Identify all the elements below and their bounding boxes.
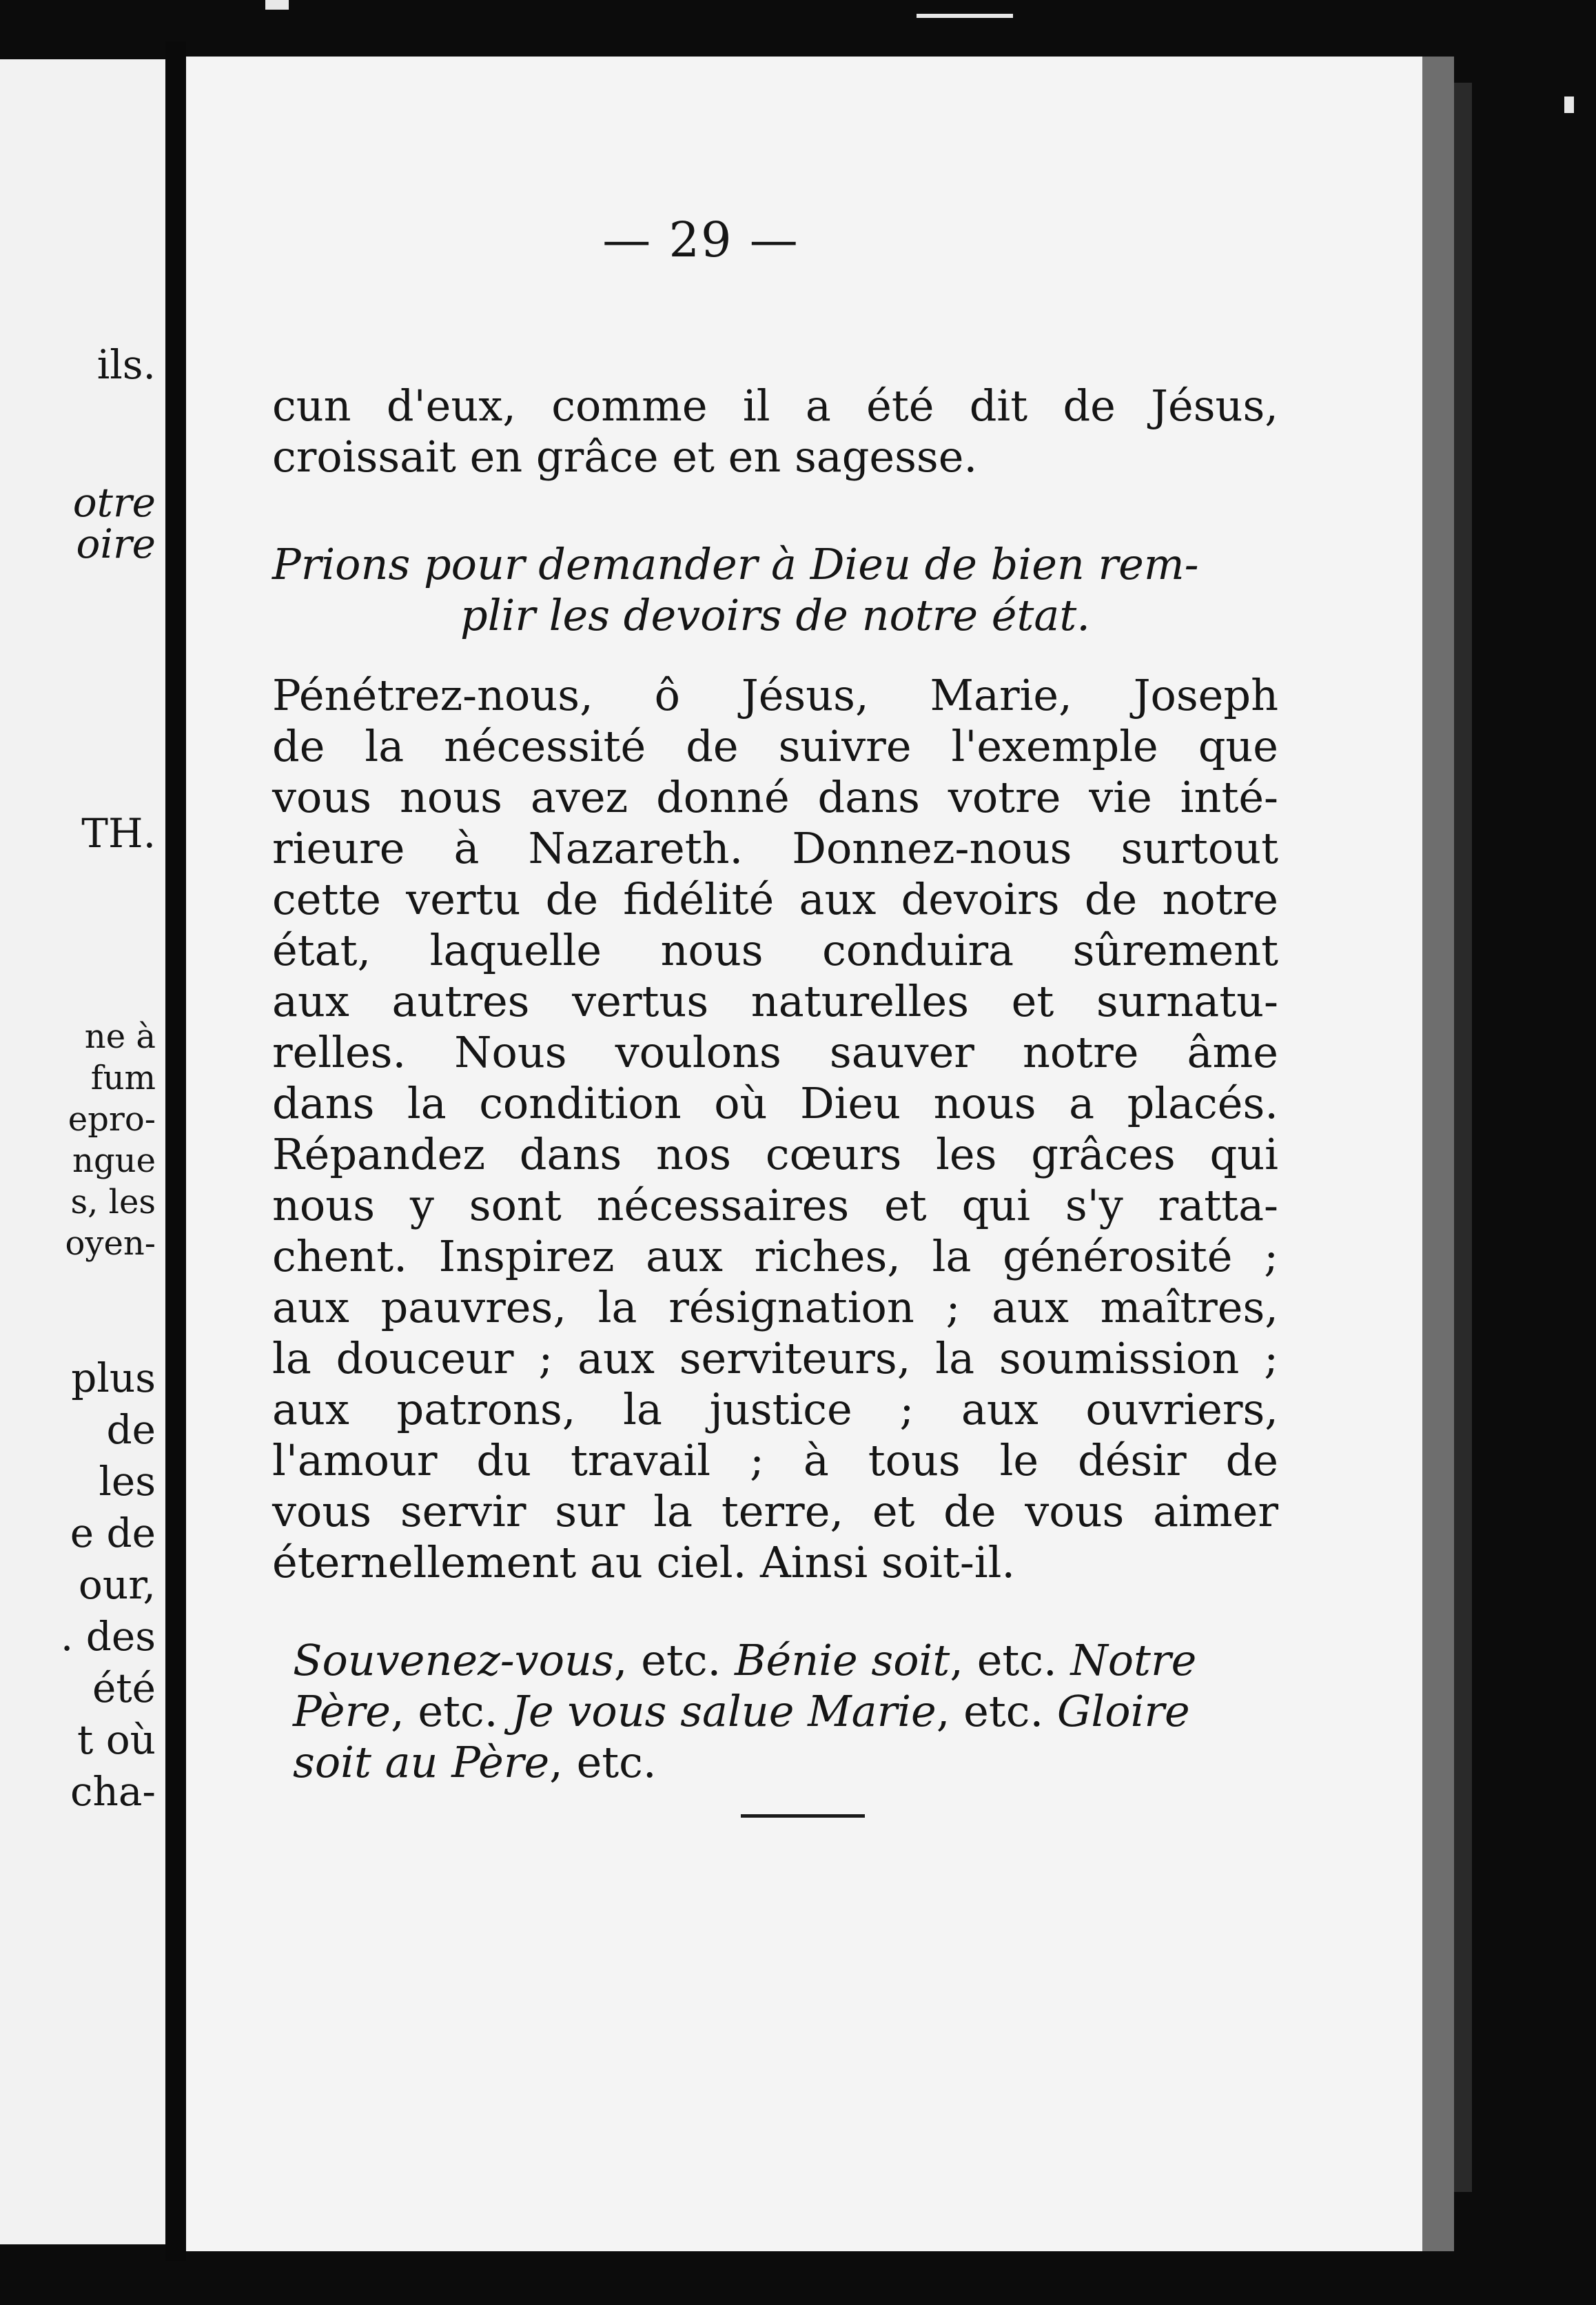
text-line: Pénétrez-nous, ô Jésus, Marie, Joseph [272, 670, 1278, 720]
left-page-fragment: oire [76, 520, 156, 567]
text-line: nous y sont nécessaires et qui s'y ratta- [272, 1180, 1278, 1230]
text-line: état, laquelle nous conduira sûrement [272, 925, 1278, 975]
je-vous-salue-marie: Je vous salue Marie [511, 1686, 937, 1736]
heading-line: Prions pour demander à Dieu de bien rem- [272, 539, 1199, 589]
left-page-fragment: our, [78, 1561, 156, 1608]
text-line: dans la condition où Dieu nous a placés. [272, 1078, 1278, 1128]
left-page-fragment: t où [76, 1716, 156, 1763]
page-edge-shadow [1454, 83, 1472, 2192]
left-page-fragment: e de [70, 1510, 156, 1556]
scan-speck [1564, 97, 1574, 113]
text-line: chent. Inspirez aux riches, la générosité ; [272, 1231, 1278, 1281]
scan-speck [265, 0, 289, 10]
heading-line: plir les devoirs de notre état. [460, 590, 1090, 640]
left-page-fragment: s, les [70, 1183, 156, 1221]
text-line: éternellement au ciel. Ainsi soit-il. [272, 1537, 1016, 1587]
gloire-soit-2: soit au Père [293, 1737, 550, 1787]
left-page-fragment: ils. [96, 341, 156, 388]
left-page-fragment: otre [72, 479, 156, 526]
closing-line-2 [293, 1686, 1278, 1737]
prayer-paragraph [272, 670, 1278, 1588]
text-line: relles. Nous voulons sauver notre âme [272, 1027, 1278, 1077]
left-page-fragment: été [92, 1665, 156, 1712]
text-line: aux patrons, la justice ; aux ouvriers, [272, 1384, 1278, 1434]
book-page [186, 57, 1454, 2251]
text-line: la douceur ; aux serviteurs, la soumission ; [272, 1333, 1278, 1383]
left-page-fragment: ngue [72, 1141, 156, 1180]
left-page-fragment: ne à [84, 1017, 156, 1056]
scan-speck [917, 14, 1013, 18]
left-page-fragment: de [106, 1406, 156, 1453]
closing-line-1 [293, 1635, 1278, 1686]
souvenez-vous: Souvenez-vous [293, 1635, 614, 1685]
left-page-fragment: TH. [81, 810, 156, 857]
page-number: — 29 — [602, 212, 799, 268]
intro-paragraph [272, 380, 1278, 483]
text-line: cun d'eux, comme il a été dit de Jésus, [272, 380, 1278, 431]
etc-text: , etc. [390, 1686, 512, 1736]
left-page-fragment: fum [90, 1059, 156, 1097]
closing-invocations [293, 1635, 1278, 1788]
closing-line-3 [293, 1737, 1278, 1788]
text-line: cette vertu de fidélité aux devoirs de notre [272, 874, 1278, 924]
benie-soit: Bénie soit [734, 1635, 950, 1685]
text-line: de la nécessité de suivre l'exemple que [272, 721, 1278, 771]
text-line: rieure à Nazareth. Donnez-nous surtout [272, 823, 1278, 873]
closing-rule [741, 1814, 865, 1818]
gloire-soit-1: Gloire [1056, 1686, 1190, 1736]
prayer-heading [272, 539, 1278, 641]
etc-text: , etc. [950, 1635, 1071, 1685]
text-line: aux pauvres, la résignation ; aux maîtres, [272, 1282, 1278, 1332]
text-line: Répandez dans nos cœurs les grâces qui [272, 1129, 1278, 1179]
left-page-fragment: . des [60, 1613, 156, 1660]
text-line: vous servir sur la terre, et de vous aimer [272, 1486, 1278, 1536]
text-line: aux autres vertus naturelles et surnatu- [272, 976, 1278, 1026]
previous-page-fragment [0, 59, 165, 2244]
left-page-fragment: plus [71, 1354, 156, 1401]
text-line: l'amour du travail ; à tous le désir de [272, 1435, 1278, 1485]
etc-text: , etc. [613, 1635, 735, 1685]
left-page-fragment: oyen- [65, 1224, 156, 1263]
left-page-fragment: cha- [70, 1768, 156, 1815]
book-gutter [165, 41, 186, 2261]
etc-text: , etc. [549, 1737, 657, 1787]
text-line: croissait en grâce et en sagesse. [272, 431, 978, 482]
text-line: vous nous avez donné dans votre vie inté- [272, 772, 1278, 822]
left-page-fragment: les [99, 1458, 156, 1505]
etc-text: , etc. [936, 1686, 1057, 1736]
notre-pere-2: Père [293, 1686, 391, 1736]
left-page-fragment: epro- [68, 1100, 156, 1139]
notre-pere-1: Notre [1070, 1635, 1197, 1685]
